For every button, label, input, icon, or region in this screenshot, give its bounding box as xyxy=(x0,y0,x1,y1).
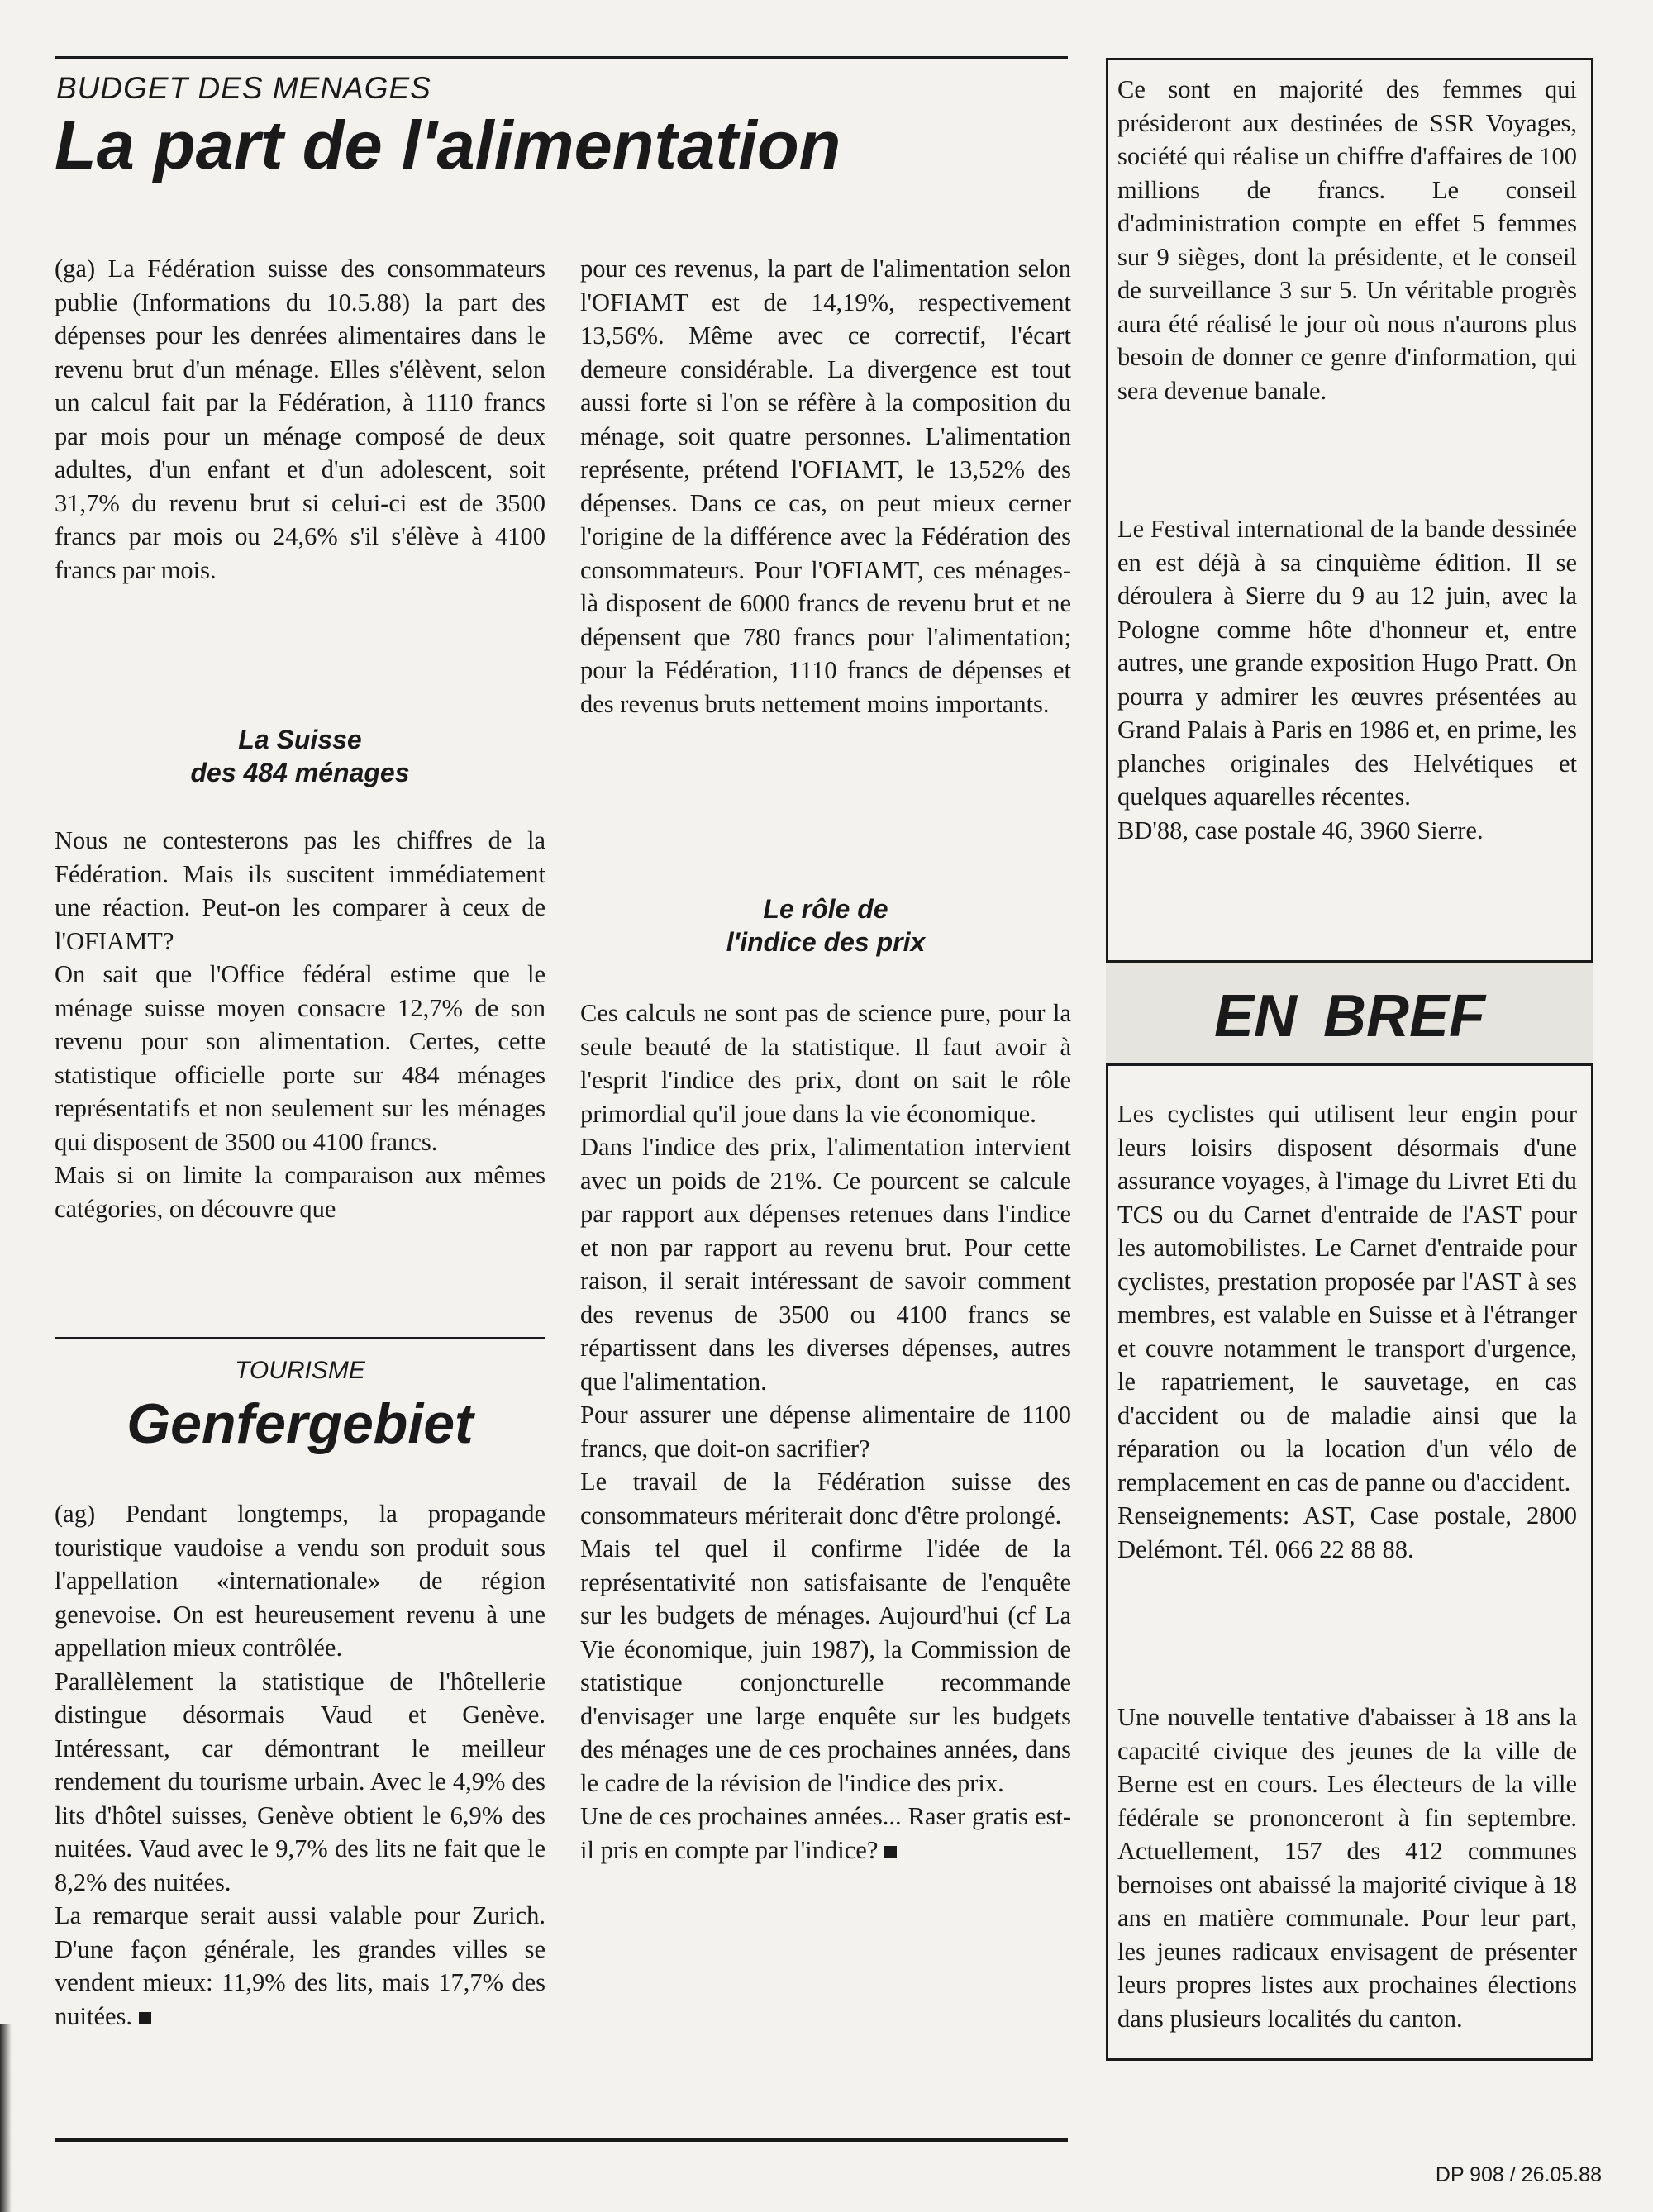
sidebar-paragraph: Une nouvelle tentative d'abaisser à 18 ans la capacité civique des jeunes de la ville de Berne est en cours. Les électeurs de la ville fédérale se prononceront à fin septembre. Actuellement, 157 des 412 communes bernoises ont abaissé la majorité civique à 18 ans en matière communale. Pour leur part, les jeunes radicaux envisagent de présenter leurs propres listes aux prochaines élections dans plusieurs localités du canton. xyxy=(1117,1703,1577,2033)
article1-paragraph: Pour assurer une dépense alimentaire de 1100 francs, que doit-on sacrifier? xyxy=(580,1401,1071,1463)
article1-subhead-suisse xyxy=(55,723,545,789)
article1-column2-continued xyxy=(580,997,1071,1867)
sidebar-paragraph: Ce sont en majorité des femmes qui présideront aux destinées de SSR Voyages, société qui réalise un chiffre d'affaires de 100 millions de francs. Le conseil d'administration compte en effet 5 femmes sur 9 sièges, dont la présidente, et le conseil de surveillance 3 sur 5. Un véritable progrès aura été réalisé le jour où nous n'aurons plus besoin de donner ce genre d'information, qui sera devenue banale. xyxy=(1117,75,1577,405)
article1-paragraph: (ga) La Fédération suisse des consommateurs publie (Informations du 10.5.88) la part des dépenses pour les denrées alimentaires dans le revenu brut d'un ménage. Elles s'élèvent, selon un calcul fait par la Fédération, à 1110 francs par mois pour un ménage composé de deux adultes, d'un enfant et d'un adolescent, soit 31,7% du revenu brut si celui-ci est de 3500 francs par mois ou 24,6% s'il s'élève à 4100 francs par mois. xyxy=(55,254,545,584)
sidebar-contact: Renseignements: AST, Case postale, 2800 Delémont. Tél. 066 22 88 88. xyxy=(1117,1501,1577,1563)
subhead-line: La Suisse xyxy=(238,725,362,754)
page-footer: DP 908 / 26.05.88 xyxy=(1435,2163,1602,2186)
article1-closing-text: Une de ces prochaines années... Raser gratis est-il pris en compte par l'indice? xyxy=(580,1802,1071,1864)
article2-closing-text: La remarque serait aussi valable pour Zurich. D'une façon générale, les grandes villes se vendent mieux: 11,9% des lits, mais 17,7% des nuitées. xyxy=(55,1901,545,2030)
article1-last-paragraph xyxy=(580,1800,1071,1867)
sidebar-item-cyclistes xyxy=(1117,1097,1577,1566)
article1-paragraph: On sait que l'Office fédéral estime que le ménage suisse moyen consacre 12,7% de son revenu pour son alimentation. Certes, cette statistique officielle porte sur 484 ménages représentatifs et non seulement sur les ménages qui disposent de 3500 ou 4100 francs. xyxy=(55,960,545,1156)
end-mark-icon xyxy=(884,1846,897,1858)
article1-paragraph: Ces calculs ne sont pas de science pure, pour la seule beauté de la statistique. Il faut avoir à l'esprit l'indice des prix, dont on sait le rôle primordial qu'il joue dans la vie économique. xyxy=(580,999,1071,1128)
sidebar-paragraph: Les cyclistes qui utilisent leur engin pour leurs loisirs disposent désormais d'une assurance voyages, à l'image du Livret Eti du TCS ou du Carnet d'entraide de l'AST pour les automobilistes. Le Carnet d'entraide pour cyclistes, prestation proposée par l'AST à ses membres, est valable en Suisse et à l'étranger et couvre notamment le transport d'urgence, le rapatriement, le sauvetage, en cas d'accident ou de maladie ainsi que la réparation ou la location d'un vélo de remplacement en cas de panne ou d'accident. xyxy=(1117,1100,1577,1496)
article1-paragraph: Mais si on limite la comparaison aux mêmes catégories, on découvre que xyxy=(55,1161,545,1223)
sidebar-item-bd-festival xyxy=(1117,512,1577,847)
article1-kicker: BUDGET DES MENAGES xyxy=(56,71,431,105)
sidebar-paragraph: Le Festival international de la bande dessinée en est déjà à sa cinquième édition. Il se déroulera à Sierre du 9 au 12 juin, avec la Pologne comme hôte d'honneur et, entre autres, une grande exposition Hugo Pratt. On pourra y admirer les œuvres présentées au Grand Palais à Paris en 1986 et, en prime, les planches originales des Helvétiques et quelques aquarelles récentes. xyxy=(1117,515,1577,811)
end-mark-icon xyxy=(139,2012,151,2024)
article2-last-paragraph xyxy=(55,1899,545,2033)
sidebar-contact: BD'88, case postale 46, 3960 Sierre. xyxy=(1117,816,1484,844)
article1-column2-top xyxy=(580,252,1071,721)
article1-paragraph: pour ces revenus, la part de l'alimentation selon l'OFIAMT est de 14,19%, respectivement 13,56%. Même avec ce correctif, l'écart demeure considérable. La divergence est tout aussi forte si l'on se réfère à la composition du ménage, soit quatre personnes. L'alimentation représente, prétend l'OFIAMT, le 13,52% des dépenses. Dans ce cas, on peut mieux cerner l'origine de la différence avec la Fédération des consommateurs. Pour l'OFIAMT, ces ménages-là disposent de 6000 francs de revenu brut et ne dépensent que 780 francs pour l'alimentation; pour la Fédération, 1110 francs de dépenses et des revenus bruts nettement moins importants. xyxy=(580,254,1071,718)
sidebar-item-ssr-voyages xyxy=(1117,73,1577,407)
section-divider-rule xyxy=(55,1337,545,1339)
subhead-line: des 484 ménages xyxy=(190,758,410,787)
bottom-rule xyxy=(55,2138,1068,2142)
article1-subhead-indice xyxy=(580,892,1071,959)
article2-title: Genfergebiet xyxy=(126,1392,474,1455)
article1-paragraph: Dans l'indice des prix, l'alimentation intervient avec un poids de 21%. Ce pourcent se calcule par rapport aux dépenses retenues dans l'indice et non par rapport au revenu brut. Pour cette raison, il serait intéressant de savoir comment des revenus de 3500 ou 4100 francs se répartissent dans les diverses dépenses, autres que l'alimentation. xyxy=(580,1133,1071,1396)
subhead-line: Le rôle de xyxy=(763,894,888,924)
article2-kicker: TOURISME xyxy=(235,1357,365,1384)
article2-paragraph: Parallèlement la statistique de l'hôtellerie distingue désormais Vaud et Genève. Intéressant, car démontrant le meilleur rendement du tourisme urbain. Avec le 4,9% des lits d'hôtel suisses, Genève obtient le 6,9% des nuitées. Vaud avec le 9,7% des lits ne fait que le 8,2% des nuitées. xyxy=(55,1667,545,1896)
article1-title: La part de l'alimentation xyxy=(55,107,841,183)
article1-column1-intro xyxy=(55,252,545,587)
sidebar-item-berne xyxy=(1117,1701,1577,2035)
page-edge-shadow xyxy=(0,2024,12,2212)
article1-paragraph: Nous ne contesterons pas les chiffres de la Fédération. Mais ils suscitent immédiatement une réaction. Peut-on les comparer à ceux de l'OFIAMT? xyxy=(55,826,545,955)
en-bref-heading: EN BREF xyxy=(1213,983,1486,1049)
article2-body xyxy=(55,1497,545,2033)
top-rule xyxy=(55,56,1068,59)
article1-paragraph: Mais tel quel il confirme l'idée de la représentativité non satisfaisante de l'enquête sur les budgets de ménages. Aujourd'hui (cf La Vie économique, juin 1987), la Commission de statistique conjoncturelle recommande d'envisager une large enquête sur les budgets des ménages une de ces prochaines années, dans le cadre de la révision de l'indice des prix. xyxy=(580,1534,1071,1797)
article1-column1-continued xyxy=(55,824,545,1225)
subhead-line: l'indice des prix xyxy=(726,927,926,957)
article1-paragraph: Le travail de la Fédération suisse des consommateurs mériterait donc d'être prolongé. xyxy=(580,1468,1071,1529)
article2-paragraph: (ag) Pendant longtemps, la propagande touristique vaudoise a vendu son produit sous l'appellation «internationale» de région genevoise. On est heureusement revenu à une appellation mieux contrôlée. xyxy=(55,1500,545,1662)
